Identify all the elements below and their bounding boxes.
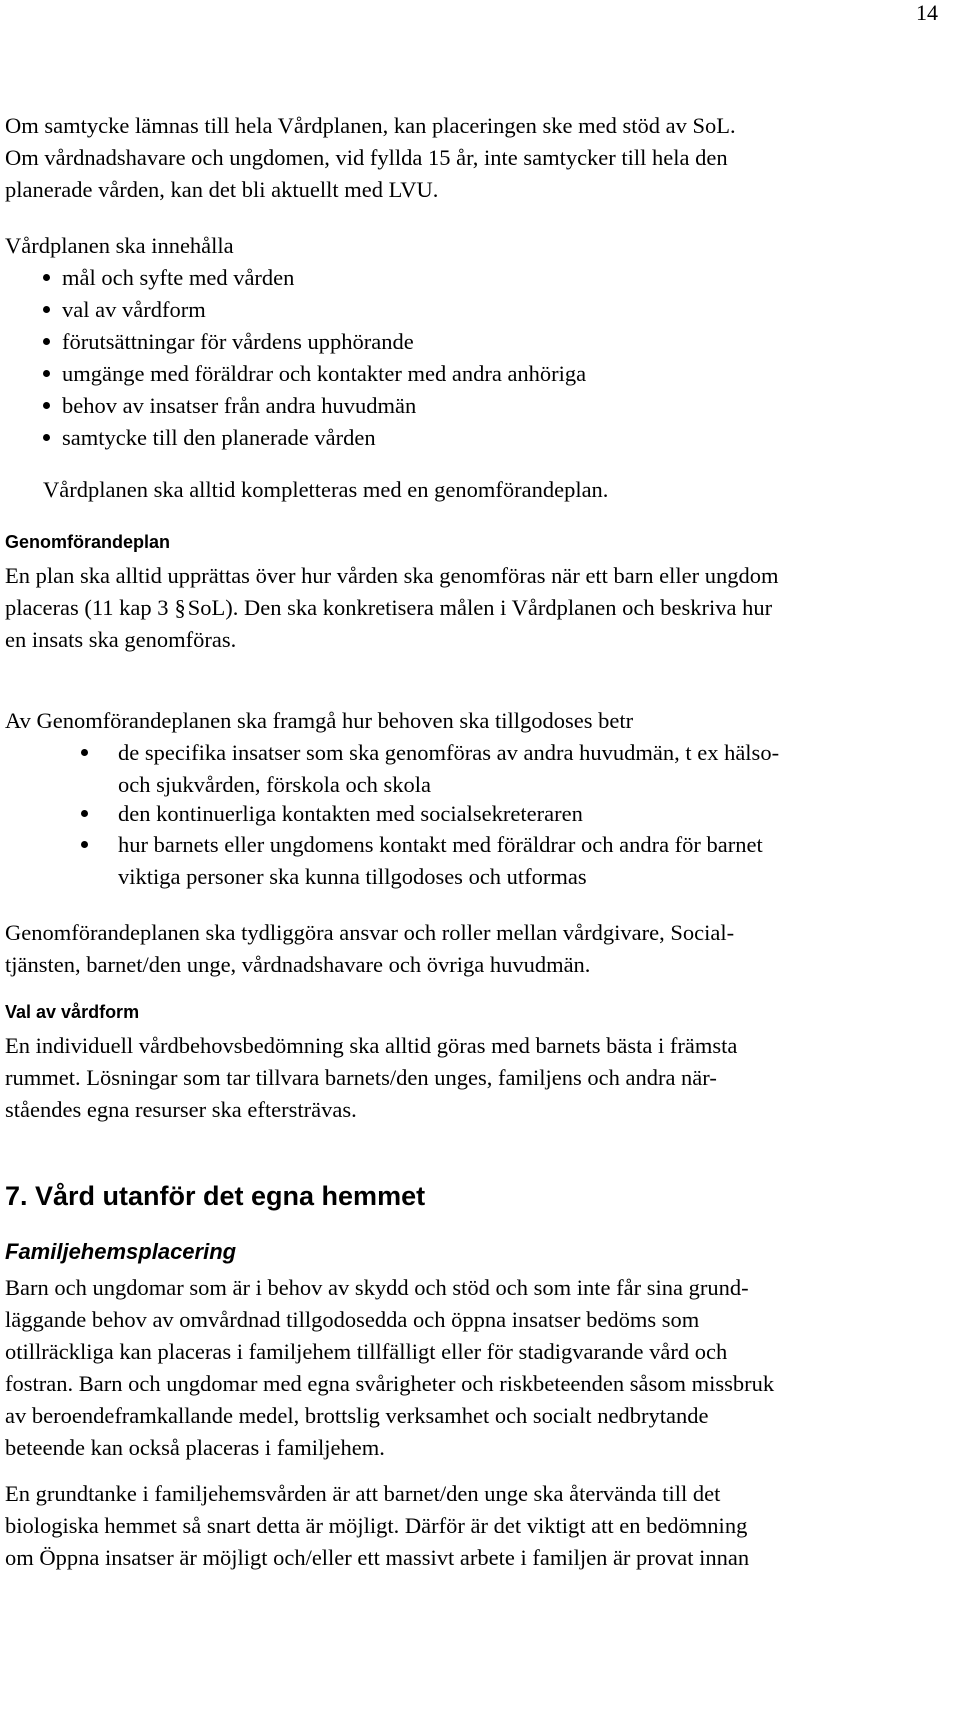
av-genomforandeplanen-intro: Av Genomförandeplanen ska framgå hur behoven ska tillgodoses betr xyxy=(5,708,634,733)
list-item-text: behov av insatser från andra huvudmän xyxy=(62,393,417,418)
list-item-text: och sjukvården, förskola och skola xyxy=(118,772,432,797)
intro-line: Om samtycke lämnas till hela Vårdplanen, kan placeringen ske med stöd av SoL. xyxy=(5,113,736,138)
list-item xyxy=(0,358,900,390)
paragraph-line: rummet. Lösningar som tar tillvara barnets/den unges, familjens och andra när- xyxy=(5,1065,717,1090)
paragraph-line: en insats ska genomföras. xyxy=(5,627,237,652)
list-item-text: viktiga personer ska kunna tillgodoses och utformas xyxy=(118,864,587,889)
paragraph-line: biologiska hemmet så snart detta är möjligt. Därför är det viktigt att en bedömning xyxy=(5,1513,748,1538)
section-symbol: § xyxy=(174,595,186,620)
genomforandeplan-heading: Genomförandeplan xyxy=(5,532,171,552)
val-av-vardform-paragraph xyxy=(5,1030,840,1126)
list-item xyxy=(0,737,900,801)
bullet-icon xyxy=(43,306,50,313)
list-item xyxy=(0,798,900,830)
paragraph-line: beteende kan också placeras i familjehem. xyxy=(5,1435,385,1460)
bullet-icon xyxy=(43,274,50,281)
vardplan-heading: Vårdplanen ska innehålla xyxy=(5,233,234,258)
list-item xyxy=(0,829,900,893)
intro-line: planerade vården, kan det bli aktuellt med LVU. xyxy=(5,177,439,202)
law-reference-text: placeras (11 kap 3 xyxy=(5,595,169,620)
paragraph-line: Genomförandeplanen ska tydliggöra ansvar och roller mellan vårdgivare, Social- xyxy=(5,920,735,945)
bullet-icon xyxy=(43,338,50,345)
list-item-text: den kontinuerliga kontakten med socialsekreteraren xyxy=(118,801,583,826)
paragraph-line: Barn och ungdomar som är i behov av skydd och stöd och som inte får sina grund- xyxy=(5,1275,749,1300)
paragraph-line: av beroendeframkallande medel, brottslig verksamhet och socialt nedbrytande xyxy=(5,1403,709,1428)
paragraph-text: SoL). Den ska konkretisera målen i Vårdplanen och beskriva hur xyxy=(187,595,773,620)
list-item xyxy=(0,326,900,358)
chapter-heading: 7. Vård utanför det egna hemmet xyxy=(5,1181,426,1211)
paragraph-line: läggande behov av omvårdnad tillgodosedda och öppna insatser bedöms som xyxy=(5,1307,700,1332)
chapter-subheading: Familjehemsplacering xyxy=(5,1239,237,1264)
list-item xyxy=(0,294,900,326)
bullet-icon xyxy=(43,402,50,409)
intro-paragraph xyxy=(5,110,845,206)
list-item-text: val av vårdform xyxy=(62,297,206,322)
vardplan-note: Vårdplanen ska alltid kompletteras med en genomförandeplan. xyxy=(43,477,609,502)
paragraph-line: ståendes egna resurser ska eftersträvas. xyxy=(5,1097,357,1122)
bullet-icon xyxy=(43,434,50,441)
ansvar-paragraph xyxy=(5,917,845,981)
page-number: 14 xyxy=(916,0,938,25)
bullet-icon xyxy=(81,749,88,756)
familjehem-paragraph-2 xyxy=(5,1478,845,1574)
list-item xyxy=(0,422,900,454)
list-item xyxy=(0,390,900,422)
paragraph-line: En individuell vårdbehovsbedömning ska alltid göras med barnets bästa i främsta xyxy=(5,1033,738,1058)
list-item-text: samtycke till den planerade vården xyxy=(62,425,376,450)
paragraph-line xyxy=(5,592,880,624)
list-item xyxy=(0,262,900,294)
list-item-text: mål och syfte med vården xyxy=(62,265,295,290)
list-item-text: hur barnets eller ungdomens kontakt med föräldrar och andra för barnet xyxy=(118,832,763,857)
familjehem-paragraph-1 xyxy=(5,1272,845,1464)
vardplan-list xyxy=(0,262,960,454)
bullet-icon xyxy=(81,841,88,848)
genomforandeplan-paragraph xyxy=(5,560,880,656)
paragraph-line: En grundtanke i familjehemsvården är att barnet/den unge ska återvända till det xyxy=(5,1481,721,1506)
bullet-icon xyxy=(43,370,50,377)
paragraph-line: tjänsten, barnet/den unge, vårdnadshavare och övriga huvudmän. xyxy=(5,952,591,977)
bullet-icon xyxy=(81,810,88,817)
list-item-text: umgänge med föräldrar och kontakter med andra anhöriga xyxy=(62,361,587,386)
paragraph-line: fostran. Barn och ungdomar med egna svårigheter och riskbeteenden såsom missbruk xyxy=(5,1371,775,1396)
list-item-text: de specifika insatser som ska genomföras av andra huvudmän, t ex hälso- xyxy=(118,740,780,765)
paragraph-line: om Öppna insatser är möjligt och/eller ett massivt arbete i familjen är provat innan xyxy=(5,1545,750,1570)
paragraph-line: En plan ska alltid upprättas över hur vården ska genomföras när ett barn eller ungdom xyxy=(5,563,779,588)
intro-line: Om vårdnadshavare och ungdomen, vid fyllda 15 år, inte samtycker till hela den xyxy=(5,145,728,170)
list-item-text: förutsättningar för vårdens upphörande xyxy=(62,329,414,354)
val-av-vardform-heading: Val av vårdform xyxy=(5,1002,140,1022)
paragraph-line: otillräckliga kan placeras i familjehem tillfälligt eller för stadigvarande vård och xyxy=(5,1339,728,1364)
